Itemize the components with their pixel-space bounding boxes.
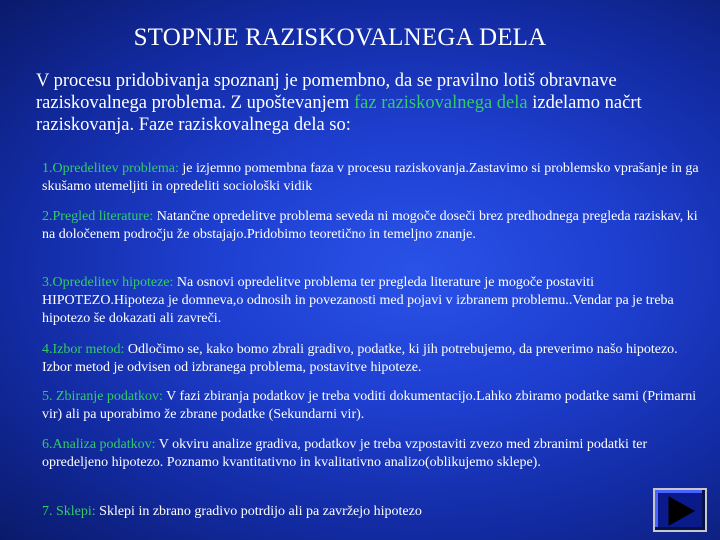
intro-paragraph — [36, 70, 696, 136]
phase-item-7 — [42, 503, 702, 521]
phase-item-3 — [42, 274, 702, 328]
phase-label: 2.Pregled literature: — [42, 209, 154, 224]
phase-text: V fazi zbiranja podatkov je treba voditi dokumentacijo.Lahko zbiramo podatke sami (Primarni vir) ali pa uporabimo že zbrane podatke (Sekundarni vir). — [42, 389, 697, 422]
phase-text: Odločimo se, kako bomo zbrali gradivo, podatke, ki jih potrebujemo, da preverimo našo hipotezo. Izbor metod je odvisen od izbranega problema, postavitve hipoteze. — [42, 342, 678, 375]
phase-label: 5. Zbiranje podatkov: — [42, 389, 163, 404]
intro-text-end: izdelamo načrt raziskovanja. Faze raziskovalnega dela so: — [36, 93, 642, 135]
phase-label: 7. Sklepi: — [42, 504, 96, 519]
phase-item-4 — [42, 341, 702, 377]
slide-title: STOPNJE RAZISKOVALNEGA DELA — [133, 24, 547, 51]
intro-highlight: faz raziskovalnega dela — [354, 93, 528, 113]
phase-text: je izjemno pomembna faza v procesu raziskovanja.Zastavimo si problemsko vprašanje in ga skušamo utemeljiti in opredeliti sociološki vidik — [42, 161, 699, 194]
phase-item-1 — [42, 160, 702, 196]
phase-item-6 — [42, 436, 702, 472]
phase-text: Na osnovi opredelitve problema ter pregleda literature je mogoče postaviti HIPOTEZO.Hipoteza je domneva,o odnosih in povezanosti med pojavi v izbranem problemu..Vendar pa je treba hipotezo še dokazati ali zavreči. — [42, 275, 674, 326]
phase-label: 3.Opredelitev hipoteze: — [42, 275, 174, 290]
phase-label: 6.Analiza podatkov: — [42, 437, 156, 452]
phase-text: Sklepi in zbrano gradivo potrdijo ali pa zavržejo hipotezo — [95, 504, 422, 519]
phase-label: 4.Izbor metod: — [42, 342, 125, 357]
phase-label: 1.Opredelitev problema: — [42, 161, 179, 176]
intro-text: V procesu pridobivanja spoznanj je pomembno, da se pravilno lotiš obravnave raziskovalnega problema. Z upoštevanjem — [36, 71, 617, 113]
phase-item-2 — [42, 208, 702, 244]
next-slide-button[interactable] — [653, 488, 707, 532]
phase-item-5 — [42, 388, 702, 424]
phase-text: Natančne opredelitve problema seveda ni mogoče doseči brez predhodnega pregleda raziskav, ki na določenem področju že obstajajo.Pridobimo teoretično in temeljno znanje. — [42, 209, 698, 242]
phase-text: V okviru analize gradiva, podatkov je treba vzpostaviti zvezo med zbranimi podatki ter opredeljeno hipotezo. Poznamo kvantitativno in kvalitativno analizo(oblikujemo sklepe). — [42, 437, 648, 470]
play-next-icon — [667, 496, 695, 526]
